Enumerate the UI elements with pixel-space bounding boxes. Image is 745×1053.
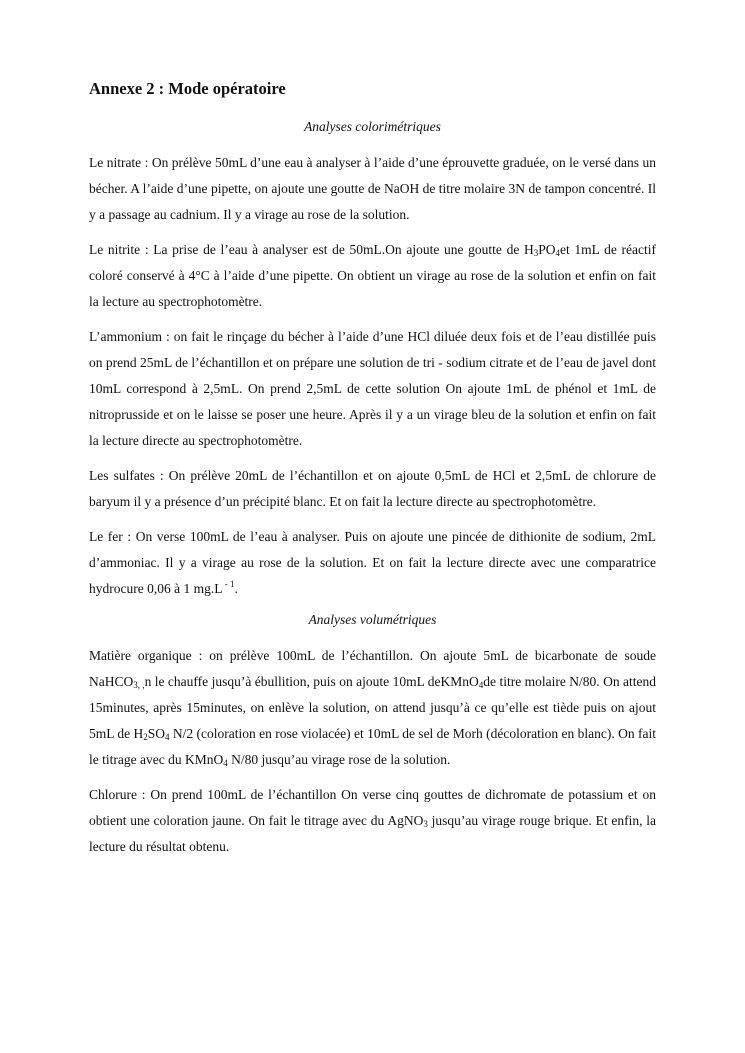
text-run: et 1mL de réactif coloré conservé à 4°C à l’aide d’une pipette. On obtient un virage au rose de la solution et enfin on fait la lecture au spectrophotomètre.	[89, 242, 656, 309]
paragraph-nitrate: Le nitrate : On prélève 50mL d’une eau à analyser à l’aide d’une éprouvette graduée, on le versé dans un bécher. A l’aide d’une pipette, on ajoute une goutte de NaOH de titre molaire 3N de tampon concentré. Il y a passage au cadnium. Il y a virage au rose de la solution.	[89, 155, 656, 222]
paragraph-nitrite	[89, 237, 656, 315]
subscript: 3, ,	[133, 680, 145, 690]
paragraph-ammonium: L’ammonium : on fait le rinçage du bécher à l’aide d’une HCl diluée deux fois et de l’eau distillée puis on prend 25mL de l’échantillon et on prépare une solution de tri - sodium citrate et de l’eau de javel dont 10mL correspond à 2,5mL. On prend 2,5mL de cette solution On ajoute 1mL de phénol et 1mL de nitroprusside et on le laisse se poser une heure. Après il y a un virage bleu de la solution et enfin on fait la lecture directe au spectrophotomètre.	[89, 329, 656, 448]
paragraph-chlorure	[89, 782, 656, 860]
superscript: - 1	[222, 579, 235, 589]
text-run: PO	[538, 242, 556, 257]
text-run: .	[234, 581, 238, 596]
document-body	[89, 78, 656, 869]
paragraph-fer	[89, 524, 656, 602]
text-run: N/2 (coloration en rose violacée) et 10mL de sel de Morh (décoloration en blanc). On fait le titrage avec du KMnO	[89, 726, 656, 767]
section-heading-volumetric: Analyses volumétriques	[308, 612, 437, 627]
text-run: Chlorure : On prend 100mL de l’échantillon On verse cinq gouttes de dichromate de potassium et on obtient une coloration jaune. On fait le titrage avec du AgNO	[89, 787, 656, 828]
text-run: de titre molaire N/80. On attend 15minutes, après 15minutes, on enlève la solution, on attend jusqu’à ce qu’elle est tiède puis on ajout 5mL de H	[89, 674, 657, 741]
subscript: 4	[478, 680, 484, 690]
text-run: N/80 jusqu’au virage rose de la solution.	[227, 752, 451, 767]
subscript: 3	[533, 248, 539, 258]
annex-title: Annexe 2 : Mode opératoire	[89, 79, 286, 98]
text-run: Matière organique : on prélève 100mL de l’échantillon. On ajoute 5mL de bicarbonate de soude NaHCO	[89, 648, 656, 689]
text-run: Le nitrite : La prise de l’eau à analyser est de 50mL.On ajoute une goutte de H	[89, 242, 534, 257]
section-heading-colorimetric: Analyses colorimétriques	[304, 119, 441, 134]
text-run: jusqu’au virage rouge brique. Et enfin, la lecture du résultat obtenu.	[89, 813, 656, 854]
subscript: 4	[555, 248, 561, 258]
subscript: 2	[143, 732, 148, 742]
subscript: 4	[165, 732, 170, 742]
subscript: 4	[223, 758, 228, 768]
paragraph-sulfates: Les sulfates : On prélève 20mL de l’échantillon et on ajoute 0,5mL de HCl et 2,5mL de chlorure de baryum il y a présence d’un précipité blanc. Et on fait la lecture directe au spectrophotomètre.	[89, 468, 656, 509]
text-run: Le fer : On verse 100mL de l’eau à analyser. Puis on ajoute une pincée de dithionite de sodium, 2mL d’ammoniac. Il y a virage au rose de la solution. Et on fait la lecture directe avec une comparatrice hydrocure 0,06 à 1 mg.L	[89, 529, 656, 596]
subscript: 3	[423, 819, 428, 829]
paragraph-matiere-organique	[89, 643, 656, 773]
text-run: n le chauffe jusqu’à ébullition, puis on ajoute 10mL deKMnO	[144, 674, 479, 689]
text-run: SO	[147, 726, 166, 741]
